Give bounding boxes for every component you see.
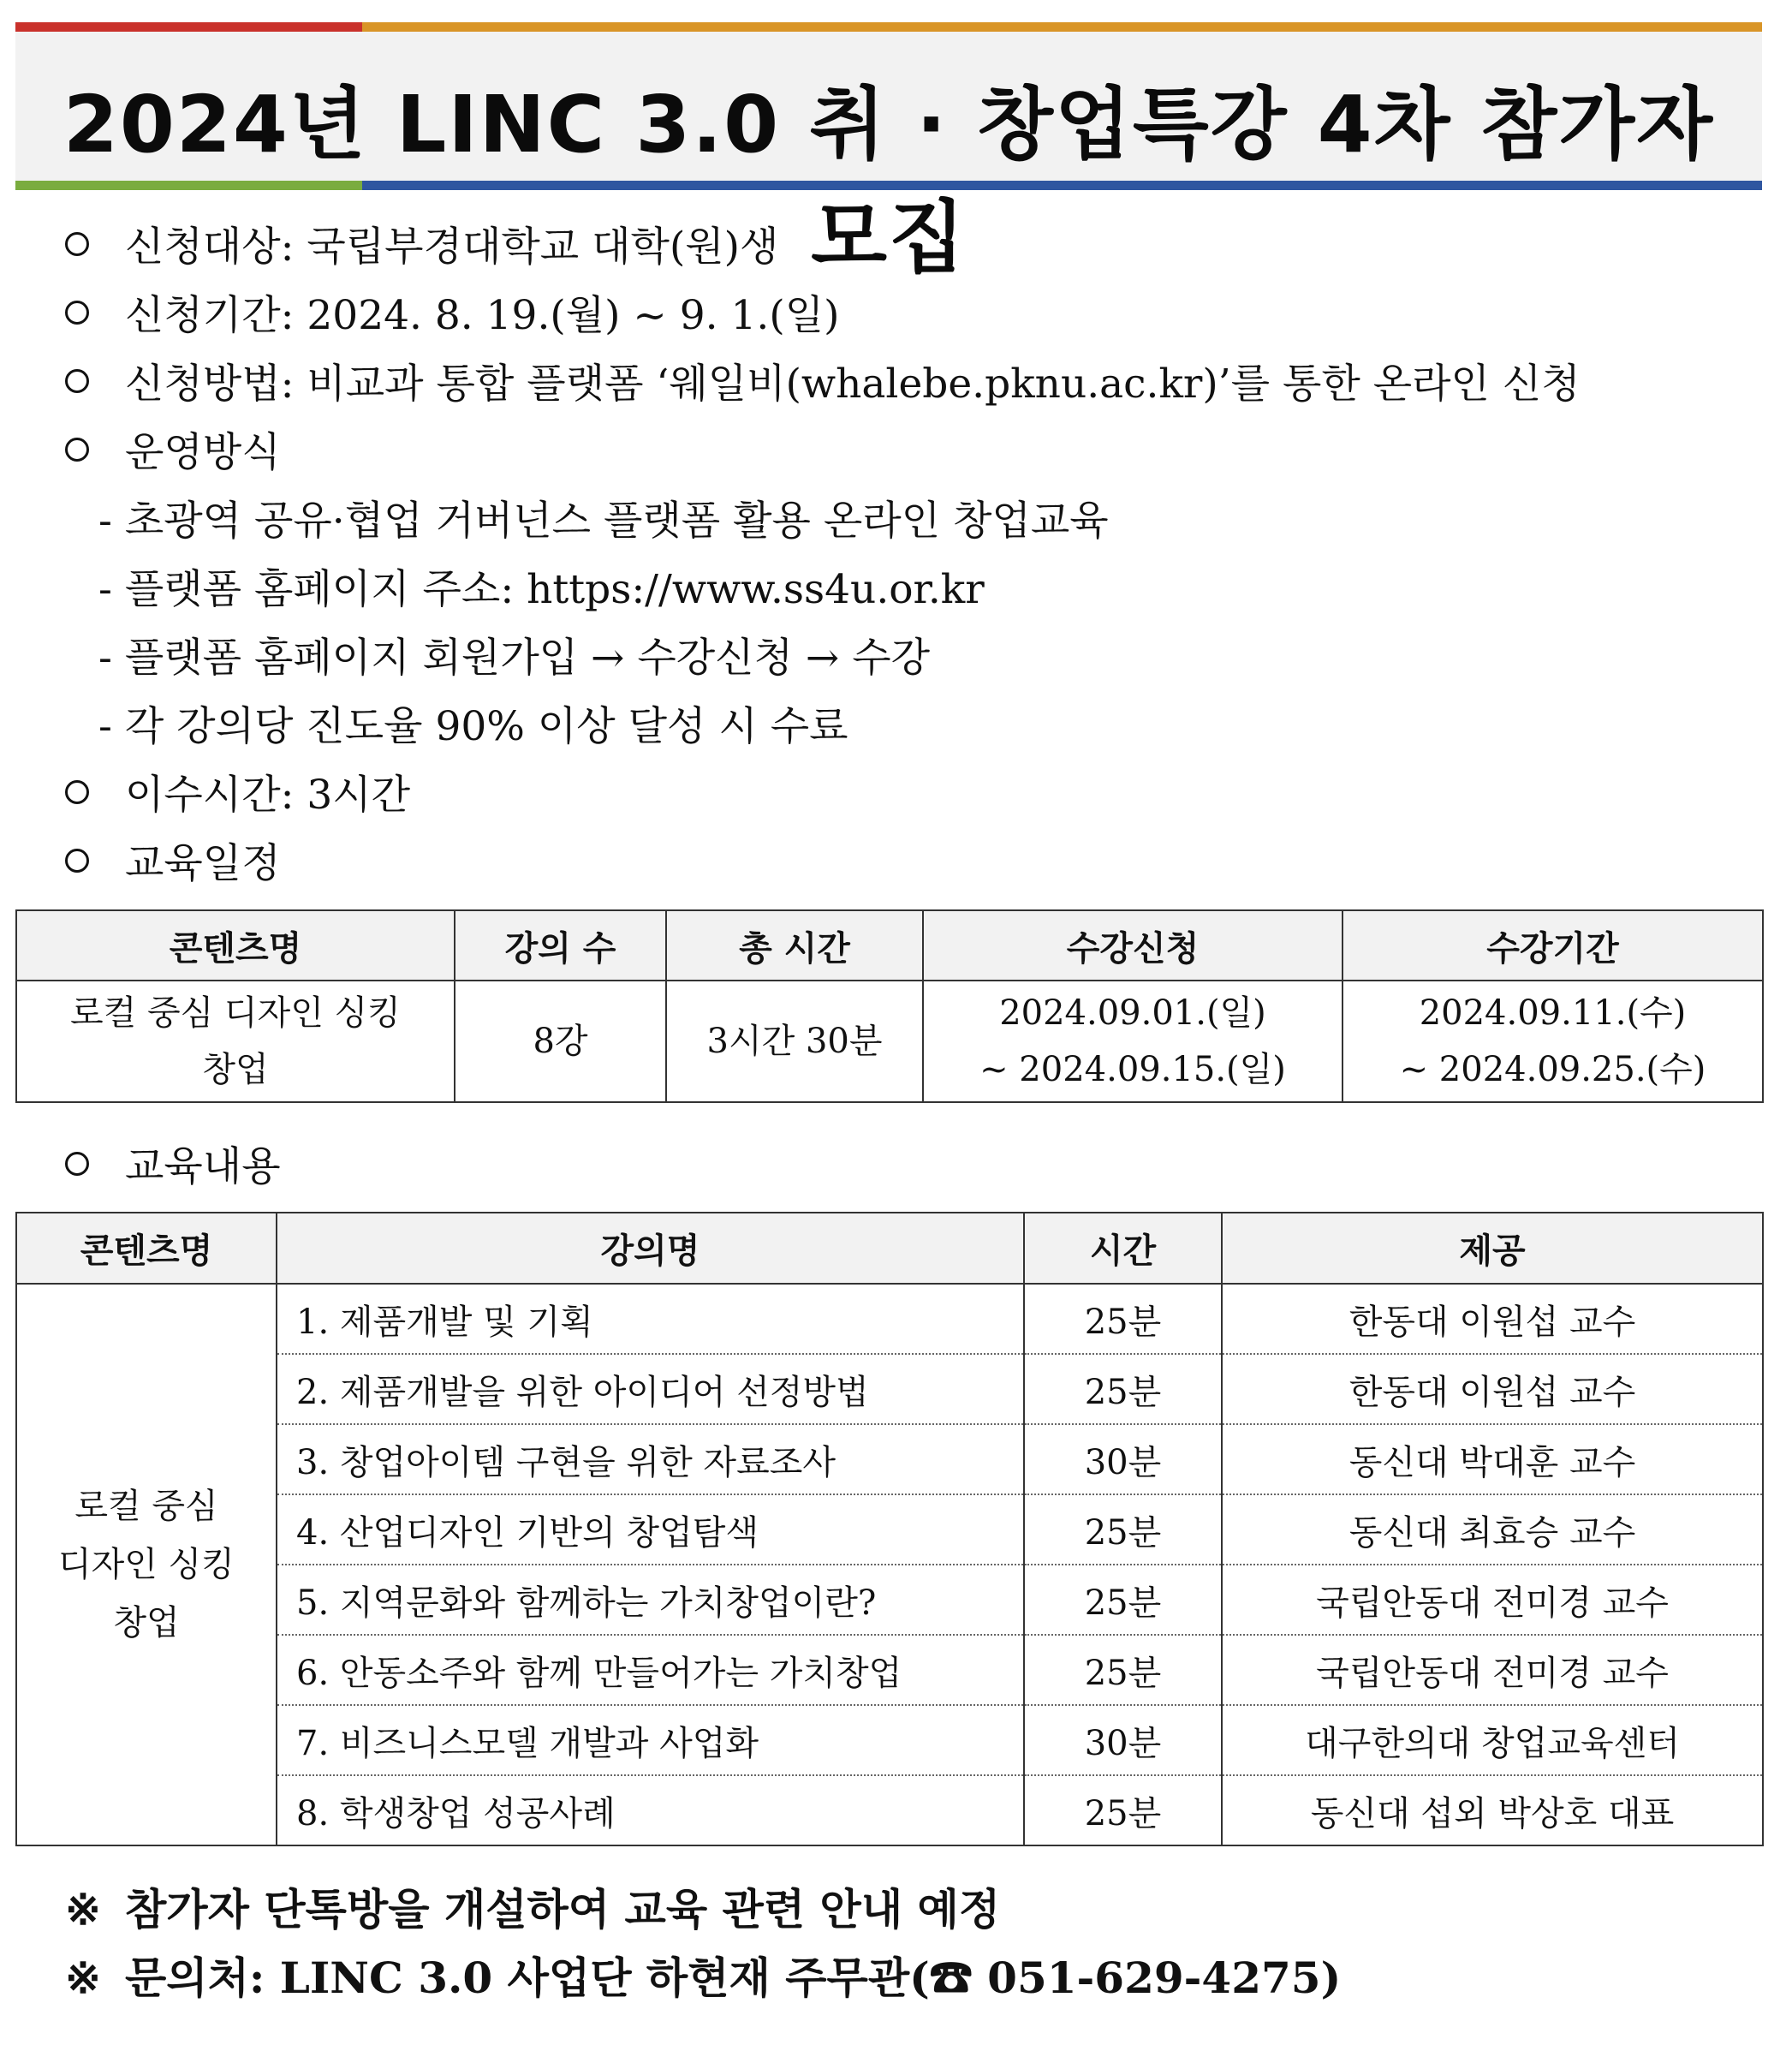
operation-item-text: - 플랫폼 홈페이지 회원가입 → 수강신청 → 수강 [98, 635, 931, 682]
lecture-time: 25분 [1024, 1775, 1222, 1845]
chatroom-note [65, 1880, 1000, 1940]
circle-bullet-icon [65, 369, 89, 393]
lecture-time: 25분 [1024, 1494, 1222, 1565]
banner-bottom-green-bar [15, 181, 362, 190]
column-header: 수강기간 [1343, 910, 1763, 981]
lecture-time: 25분 [1024, 1354, 1222, 1424]
reference-mark-icon: ※ [65, 1884, 101, 1935]
lecture-time: 30분 [1024, 1705, 1222, 1775]
lecture-title: 6. 안동소주와 함께 만들어가는 가치창업 [277, 1635, 1024, 1705]
operation-heading: 운영방식 [125, 429, 281, 476]
reference-mark-icon: ※ [65, 1953, 101, 2003]
total-time-cell: 3시간 30분 [666, 981, 923, 1102]
content-name-line: 창업 [202, 1050, 269, 1089]
apply-period-cell [923, 981, 1343, 1102]
page-title: 2024년 LINC 3.0 취 · 창업특강 4차 참가자 모집 [63, 79, 1715, 283]
contact-note-text: 문의처: LINC 3.0 사업단 하현재 주무관(☎ 051-629-4275) [125, 1953, 1342, 2003]
content-heading: 교육내용 [125, 1143, 281, 1190]
content-name-cell [16, 981, 455, 1102]
table-row [16, 1494, 1763, 1565]
method-text: 신청방법: 비교과 통합 플랫폼 ‘웨일비(whalebe.pknu.ac.kr)’를 통한 온라인 신청 [125, 361, 1581, 408]
lecture-title: 2. 제품개발을 위한 아이디어 선정방법 [277, 1354, 1024, 1424]
lecture-title: 5. 지역문화와 함께하는 가치창업이란? [277, 1565, 1024, 1635]
table-row [16, 1705, 1763, 1775]
circle-bullet-icon [65, 849, 89, 873]
column-header: 콘텐츠명 [16, 1213, 277, 1284]
schedule-table [15, 909, 1764, 1103]
lecture-provider: 동신대 섭외 박상호 대표 [1222, 1775, 1763, 1845]
lecture-provider: 동신대 박대훈 교수 [1222, 1424, 1763, 1494]
content-name-cell [16, 1284, 277, 1845]
table-header-row [16, 910, 1763, 981]
column-header: 총 시간 [666, 910, 923, 981]
column-header: 수강신청 [923, 910, 1343, 981]
content-name-line: 로컬 중심 [74, 1487, 218, 1526]
study-period-cell [1343, 981, 1763, 1102]
lecture-provider: 한동대 이원섭 교수 [1222, 1284, 1763, 1354]
table-row [16, 1775, 1763, 1845]
table-row [16, 1354, 1763, 1424]
lecture-count-cell: 8강 [455, 981, 666, 1102]
lecture-time: 30분 [1024, 1424, 1222, 1494]
hours-text: 이수시간: 3시간 [125, 772, 411, 819]
table-row [16, 1284, 1763, 1354]
banner-bottom-blue-bar [362, 181, 1762, 190]
operation-item-text: - 각 강의당 진도율 90% 이상 달성 시 수료 [98, 703, 848, 750]
table-row [16, 981, 1763, 1102]
circle-bullet-icon [65, 232, 89, 256]
period-text: 신청기간: 2024. 8. 19.(월) ~ 9. 1.(일) [125, 292, 840, 339]
column-header: 제공 [1222, 1213, 1763, 1284]
lecture-provider: 국립안동대 전미경 교수 [1222, 1565, 1763, 1635]
table-header-row [16, 1213, 1763, 1284]
table-row [16, 1424, 1763, 1494]
operation-item-text: - 플랫폼 홈페이지 주소: https://www.ss4u.or.kr [98, 566, 985, 613]
contact-note [65, 1948, 1341, 2008]
content-table [15, 1212, 1764, 1846]
lecture-provider: 국립안동대 전미경 교수 [1222, 1635, 1763, 1705]
operation-item-text: - 초광역 공유·협업 거버넌스 플랫폼 활용 온라인 창업교육 [98, 498, 1109, 545]
study-start: 2024.09.11.(수) [1419, 993, 1687, 1033]
banner-top-gold-bar [362, 22, 1762, 32]
lecture-provider: 대구한의대 창업교육센터 [1222, 1705, 1763, 1775]
column-header: 콘텐츠명 [16, 910, 455, 981]
lecture-title: 4. 산업디자인 기반의 창업탐색 [277, 1494, 1024, 1565]
chatroom-note-text: 참가자 단톡방을 개설하여 교육 관련 안내 예정 [125, 1884, 1001, 1935]
schedule-heading: 교육일정 [125, 840, 281, 887]
table-row [16, 1635, 1763, 1705]
lecture-time: 25분 [1024, 1565, 1222, 1635]
lecture-title: 3. 창업아이템 구현을 위한 자료조사 [277, 1424, 1024, 1494]
lecture-provider: 한동대 이원섭 교수 [1222, 1354, 1763, 1424]
lecture-time: 25분 [1024, 1635, 1222, 1705]
study-end: ~ 2024.09.25.(수) [1399, 1050, 1706, 1089]
table-row [16, 1565, 1763, 1635]
lecture-title: 7. 비즈니스모델 개발과 사업화 [277, 1705, 1024, 1775]
lecture-provider: 동신대 최효승 교수 [1222, 1494, 1763, 1565]
content-name-line: 로컬 중심 디자인 싱킹 [70, 993, 401, 1033]
content-name-line: 창업 [113, 1603, 180, 1643]
lecture-title: 8. 학생창업 성공사례 [277, 1775, 1024, 1845]
circle-bullet-icon [65, 1152, 89, 1176]
circle-bullet-icon [65, 438, 89, 462]
circle-bullet-icon [65, 780, 89, 804]
column-header: 강의명 [277, 1213, 1024, 1284]
column-header: 시간 [1024, 1213, 1222, 1284]
target-text: 신청대상: 국립부경대학교 대학(원)생 [125, 224, 779, 271]
banner-top-red-bar [15, 22, 362, 32]
apply-start: 2024.09.01.(일) [999, 993, 1266, 1033]
circle-bullet-icon [65, 301, 89, 325]
content-name-line: 디자인 싱킹 [58, 1545, 235, 1584]
column-header: 강의 수 [455, 910, 666, 981]
apply-end: ~ 2024.09.15.(일) [979, 1050, 1286, 1089]
lecture-time: 25분 [1024, 1284, 1222, 1354]
lecture-title: 1. 제품개발 및 기획 [277, 1284, 1024, 1354]
